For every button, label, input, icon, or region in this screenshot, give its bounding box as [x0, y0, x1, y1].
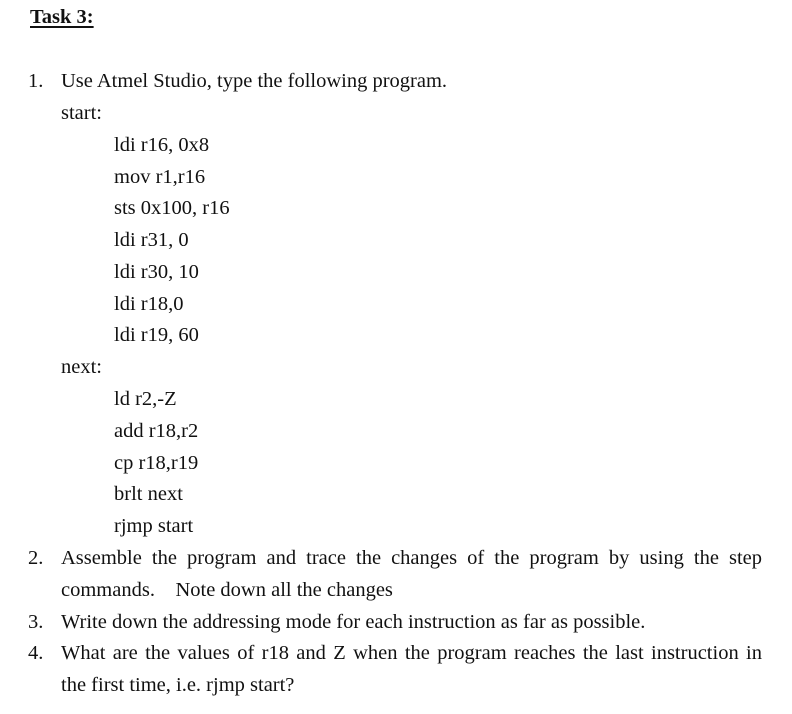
item-number: 3. — [28, 611, 44, 633]
code-line: ld r2,-Z — [114, 388, 177, 410]
item-number: 1. — [28, 70, 44, 92]
code-line: ldi r16, 0x8 — [114, 134, 210, 156]
code-line: cp r18,r19 — [114, 452, 199, 474]
item-number: 4. — [28, 642, 44, 664]
code-line: ldi r18,0 — [114, 293, 184, 315]
item-text-continuation: commands. Note down all the changes — [61, 579, 393, 601]
item-number: 2. — [28, 547, 44, 569]
code-line: mov r1,r16 — [114, 166, 206, 188]
code-line: sts 0x100, r16 — [114, 197, 230, 219]
task-title: Task 3: — [30, 6, 94, 28]
code-line: add r18,r2 — [114, 420, 199, 442]
item-text: What are the values of r18 and Z when the program reaches the last instruction in — [61, 642, 762, 664]
code-line: brlt next — [114, 483, 183, 505]
code-line: ldi r31, 0 — [114, 229, 189, 251]
item-text: Use Atmel Studio, type the following program. — [61, 70, 448, 92]
item-text: Write down the addressing mode for each instruction as far as possible. — [61, 611, 646, 633]
start-label: start: — [61, 102, 102, 124]
code-line: rjmp start — [114, 515, 194, 537]
item-text-continuation: the first time, i.e. rjmp start? — [61, 674, 295, 696]
code-line: ldi r19, 60 — [114, 324, 199, 346]
code-line: ldi r30, 10 — [114, 261, 199, 283]
item-text: Assemble the program and trace the changes of the program by using the step — [61, 547, 762, 569]
next-label: next: — [61, 356, 102, 378]
